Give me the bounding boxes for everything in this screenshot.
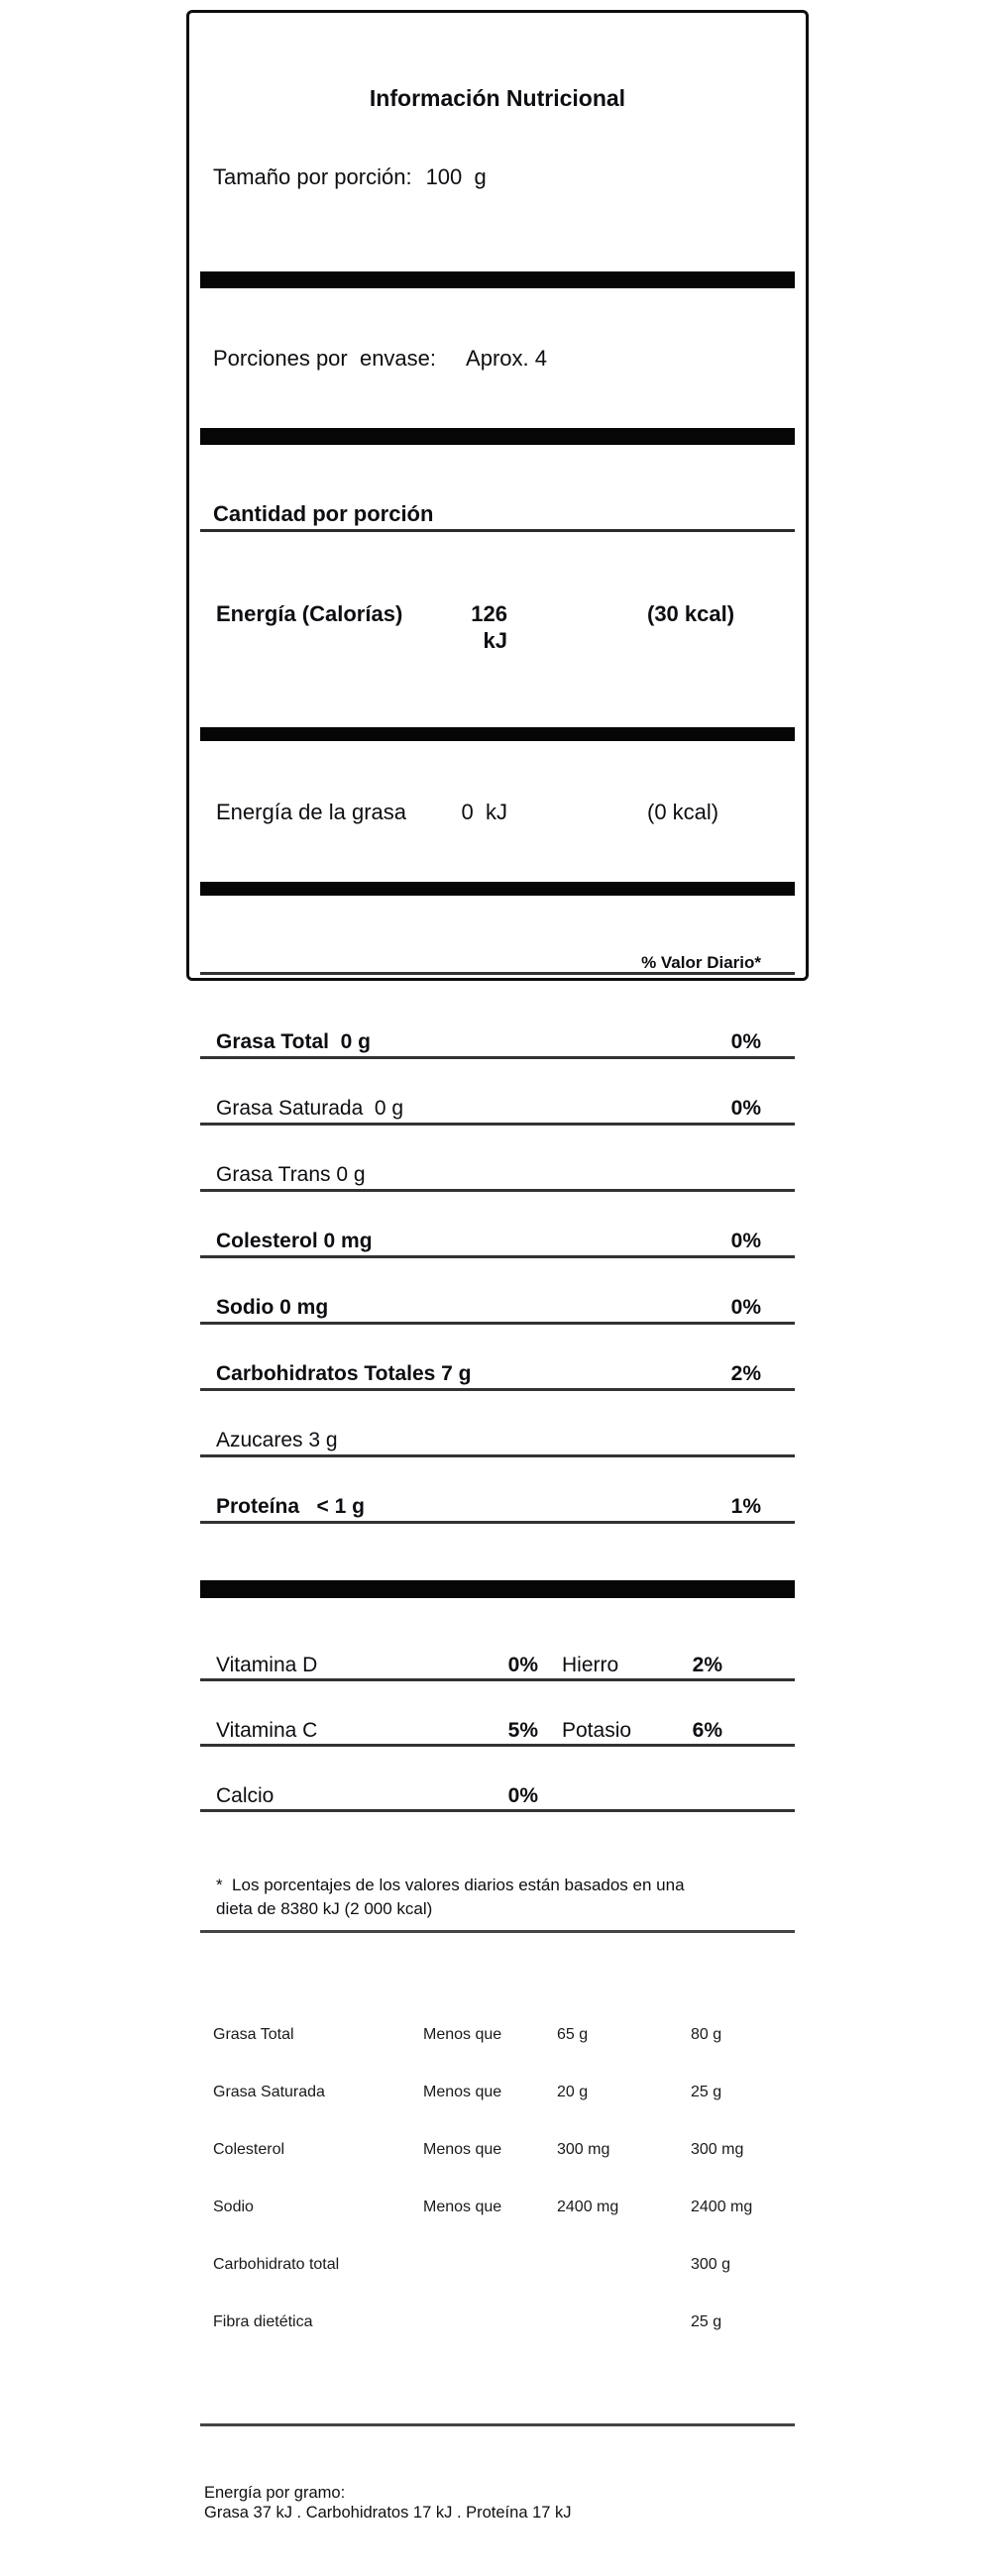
- servings-per-container-value: Aprox. 4: [466, 346, 547, 371]
- amount-per-serving-heading: Cantidad por porción: [200, 502, 795, 532]
- micronutrient-name: Calcio: [216, 1784, 275, 1807]
- micronutrient-percent: 0%: [507, 1784, 538, 1807]
- micronutrient-percent: 0%: [507, 1654, 538, 1676]
- serving-size-label: Tamaño por porción:: [213, 164, 412, 189]
- energy-from-fat-row: [200, 800, 795, 824]
- nutrient-row: [200, 1028, 795, 1059]
- energy-name: Energía (Calorías): [216, 601, 403, 626]
- reference-row: [200, 2311, 795, 2333]
- nutrient-daily-value: 0%: [730, 1030, 761, 1053]
- servings-per-container-row: [200, 346, 795, 371]
- reference-value-2: 25 g: [691, 2084, 722, 2100]
- reference-row: [200, 2139, 795, 2161]
- energy-per-gram-title: Energía por gramo:: [204, 2484, 346, 2502]
- nutrient-row: [200, 1493, 795, 1524]
- nutrient-name: Grasa Total 0 g: [216, 1030, 371, 1053]
- nutrient-daily-value: 1%: [730, 1495, 761, 1518]
- daily-value-header: % Valor Diario*: [200, 954, 795, 975]
- separator-bar: [200, 271, 795, 288]
- servings-per-container-label: Porciones por envase:: [213, 346, 437, 371]
- reference-value-1: 20 g: [557, 2084, 589, 2100]
- reference-row: [200, 2024, 795, 2046]
- reference-condition: Menos que: [423, 2141, 502, 2158]
- energy-name: Energía de la grasa: [216, 800, 407, 824]
- label-title: Información Nutricional: [369, 85, 626, 111]
- serving-size-value: 100 g: [425, 164, 487, 189]
- nutrition-label-content: [200, 13, 795, 2576]
- nutrient-daily-value: 2%: [730, 1362, 761, 1385]
- energy-kcal-value: (30 kcal): [647, 601, 735, 626]
- reference-value-2: 2400 mg: [691, 2199, 753, 2215]
- energy-kcal-value: (0 kcal): [647, 800, 719, 824]
- micronutrient-row: [200, 1717, 795, 1747]
- reference-value-1: [557, 2254, 691, 2276]
- reference-condition: Menos que: [423, 2199, 502, 2215]
- reference-value-2: 300 mg: [691, 2141, 744, 2158]
- thin-rule: [200, 2423, 795, 2426]
- footnote-line-1: * Los porcentajes de los valores diarios están basados en una: [216, 1876, 685, 1894]
- nutrient-row: [200, 1161, 795, 1192]
- energy-kj-value: 0 kJ: [461, 800, 507, 824]
- reference-name: Carbohidrato total: [213, 2256, 340, 2273]
- reference-value-1: 65 g: [557, 2026, 589, 2043]
- micronutrient-name: Hierro: [562, 1654, 619, 1676]
- reference-name: Grasa Total: [213, 2026, 294, 2043]
- reference-value-2: 80 g: [691, 2026, 722, 2043]
- micronutrient-name: Vitamina D: [216, 1654, 318, 1676]
- reference-value-1: [557, 2311, 691, 2333]
- energy-kj-value: 126 kJ: [471, 601, 520, 653]
- micronutrient-percent: 5%: [507, 1719, 538, 1742]
- reference-condition: Menos que: [423, 2026, 502, 2043]
- spacer: [722, 1652, 795, 1678]
- energy-per-gram-block: [200, 2483, 795, 2522]
- reference-name: Sodio: [213, 2199, 254, 2215]
- reference-name: Fibra dietética: [213, 2313, 313, 2330]
- reference-name: Colesterol: [213, 2141, 285, 2158]
- nutrient-row: [200, 1095, 795, 1126]
- reference-condition: [423, 2311, 557, 2333]
- reference-row: [200, 2082, 795, 2103]
- serving-size-row: [200, 164, 795, 189]
- reference-row: [200, 2197, 795, 2218]
- micronutrient-row: [200, 1652, 795, 1681]
- reference-value-1: 300 mg: [557, 2141, 610, 2158]
- footnote-line-2: dieta de 8380 kJ (2 000 kcal): [216, 1899, 433, 1918]
- nutrient-row: [200, 1360, 795, 1391]
- nutrition-label: [186, 10, 809, 2522]
- reference-value-2: 25 g: [691, 2313, 722, 2330]
- spacer: [722, 1717, 795, 1744]
- reference-condition: Menos que: [423, 2084, 502, 2100]
- daily-value-footnote: [200, 1874, 795, 1933]
- nutrient-row: [200, 1294, 795, 1325]
- nutrient-daily-value: 0%: [730, 1097, 761, 1120]
- micronutrient-name: Potasio: [562, 1719, 632, 1742]
- energy-row: [200, 600, 795, 654]
- nutrient-name: Carbohidratos Totales 7 g: [216, 1362, 472, 1385]
- reference-row: [200, 2254, 795, 2276]
- nutrient-name: Colesterol 0 mg: [216, 1230, 373, 1252]
- micronutrient-percent: [687, 1782, 722, 1809]
- separator-bar: [200, 1580, 795, 1598]
- separator-bar: [200, 727, 795, 741]
- nutrient-name: Proteína < 1 g: [216, 1495, 365, 1518]
- nutrient-daily-value: 0%: [730, 1296, 761, 1319]
- energy-per-gram-values: Grasa 37 kJ . Carbohidratos 17 kJ . Proteína 17 kJ: [204, 2504, 572, 2522]
- spacer: [722, 1782, 795, 1809]
- micronutrient-name: Vitamina C: [216, 1719, 318, 1742]
- nutrient-name: Grasa Trans 0 g: [216, 1163, 366, 1186]
- nutrient-name: Grasa Saturada 0 g: [216, 1097, 404, 1120]
- reference-table: [200, 1988, 795, 2369]
- reference-name: Grasa Saturada: [213, 2084, 325, 2100]
- nutrient-row: [200, 1427, 795, 1457]
- micronutrient-percent: 6%: [692, 1719, 722, 1742]
- micronutrient-row: [200, 1782, 795, 1812]
- separator-bar: [200, 882, 795, 896]
- reference-value-2: 300 g: [691, 2256, 731, 2273]
- micronutrient-name: [538, 1782, 687, 1809]
- reference-condition: [423, 2254, 557, 2276]
- micronutrient-percent: 2%: [692, 1654, 722, 1676]
- nutrient-name: Azucares 3 g: [216, 1429, 338, 1451]
- nutrient-daily-value: 0%: [730, 1230, 761, 1252]
- separator-bar: [200, 428, 795, 445]
- nutrient-name: Sodio 0 mg: [216, 1296, 329, 1319]
- reference-value-1: 2400 mg: [557, 2199, 619, 2215]
- nutrient-row: [200, 1228, 795, 1258]
